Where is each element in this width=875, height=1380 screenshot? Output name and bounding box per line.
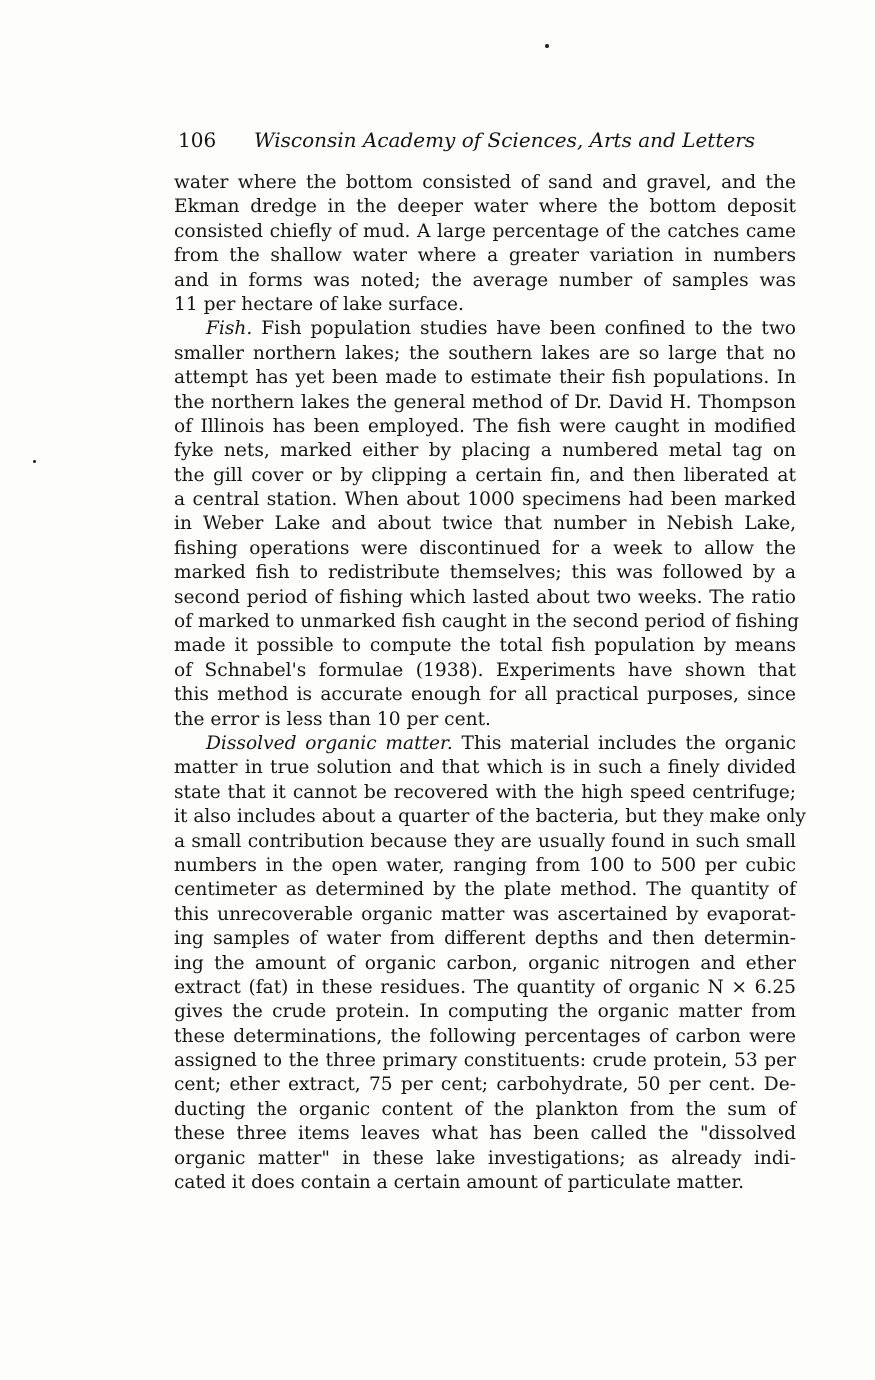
- text-line: the error is less than 10 per cent.: [174, 708, 491, 730]
- text-line: fyke nets, marked either by placing a numbered metal tag on: [174, 440, 796, 462]
- running-title: Wisconsin Academy of Sciences, Arts and Letters: [254, 128, 756, 152]
- print-speck: [545, 44, 549, 48]
- text-line: ing samples of water from different depths and then determin-: [174, 928, 796, 950]
- paragraph-dissolved-first-line: [174, 732, 796, 756]
- text-line: a small contribution because they are usually found in such small: [174, 830, 796, 852]
- text-run: This material includes the organic: [452, 732, 797, 754]
- text-line: it also includes about a quarter of the bacteria, but they make only: [174, 806, 806, 828]
- text-line: this method is accurate enough for all practical purposes, since: [174, 684, 796, 706]
- text-line: ducting the organic content of the plankton from the sum of: [174, 1098, 796, 1120]
- text-line: of marked to unmarked fish caught in the second period of fishing: [174, 611, 800, 633]
- text-line: this unrecoverable organic matter was ascertained by evaporat-: [174, 903, 796, 925]
- text-line: marked fish to redistribute themselves; this was followed by a: [174, 562, 796, 584]
- text-line: the northern lakes the general method of Dr. David H. Thompson: [174, 391, 796, 413]
- text-line: second period of fishing which lasted about two weeks. The ratio: [174, 586, 796, 608]
- text-line: attempt has yet been made to estimate their fish populations. In: [174, 367, 796, 389]
- section-heading-fish: Fish.: [206, 318, 253, 340]
- text-line: state that it cannot be recovered with the high speed centrifuge;: [174, 781, 796, 803]
- text-line: organic matter" in these lake investigations; as already indi-: [174, 1147, 796, 1169]
- text-line: fishing operations were discontinued for a week to allow the: [174, 537, 796, 559]
- running-header: [178, 125, 798, 155]
- page-number: 106: [178, 128, 217, 152]
- text-line: and in forms was noted; the average number of samples was: [174, 269, 796, 291]
- text-line: cent; ether extract, 75 per cent; carbohydrate, 50 per cent. De-: [174, 1074, 796, 1096]
- text-line: matter in true solution and that which is in such a finely divided: [174, 757, 796, 779]
- text-line: in Weber Lake and about twice that number in Nebish Lake,: [174, 513, 796, 535]
- print-speck: [33, 460, 36, 463]
- text-run: Fish population studies have been confined to the two: [252, 318, 796, 340]
- text-line: made it possible to compute the total fish population by means: [174, 635, 796, 657]
- text-line: extract (fat) in these residues. The quantity of organic N × 6.25: [174, 976, 796, 998]
- paragraph-fish-first-line: [174, 317, 796, 341]
- text-line: gives the crude protein. In computing the organic matter from: [174, 1001, 796, 1023]
- text-line: these determinations, the following percentages of carbon were: [174, 1025, 796, 1047]
- text-line: these three items leaves what has been called the "dissolved: [174, 1123, 796, 1145]
- text-line: centimeter as determined by the plate method. The quantity of: [174, 879, 796, 901]
- text-line: assigned to the three primary constituents: crude protein, 53 per: [174, 1050, 796, 1072]
- text-line: from the shallow water where a greater variation in numbers: [174, 245, 796, 267]
- text-line: cated it does contain a certain amount of particulate matter.: [174, 1172, 745, 1194]
- body-text: [174, 171, 806, 1195]
- text-line: of Illinois has been employed. The fish were caught in modified: [174, 415, 796, 437]
- text-line: 11 per hectare of lake surface.: [174, 293, 464, 315]
- text-line: a central station. When about 1000 specimens had been marked: [174, 489, 796, 511]
- text-line: numbers in the open water, ranging from 100 to 500 per cubic: [174, 854, 796, 876]
- text-line: smaller northern lakes; the southern lakes are so large that no: [174, 342, 796, 364]
- text-line: consisted chiefly of mud. A large percentage of the catches came: [174, 220, 796, 242]
- text-line: water where the bottom consisted of sand and gravel, and the: [174, 172, 796, 193]
- section-heading-dissolved-organic-matter: Dissolved organic matter.: [206, 732, 453, 754]
- text-line: ing the amount of organic carbon, organic nitrogen and ether: [174, 952, 796, 974]
- text-line: of Schnabel's formulae (1938). Experiments have shown that: [174, 659, 796, 681]
- text-line: Ekman dredge in the deeper water where the bottom deposit: [174, 196, 796, 218]
- text-line: the gill cover or by clipping a certain fin, and then liberated at: [174, 464, 796, 486]
